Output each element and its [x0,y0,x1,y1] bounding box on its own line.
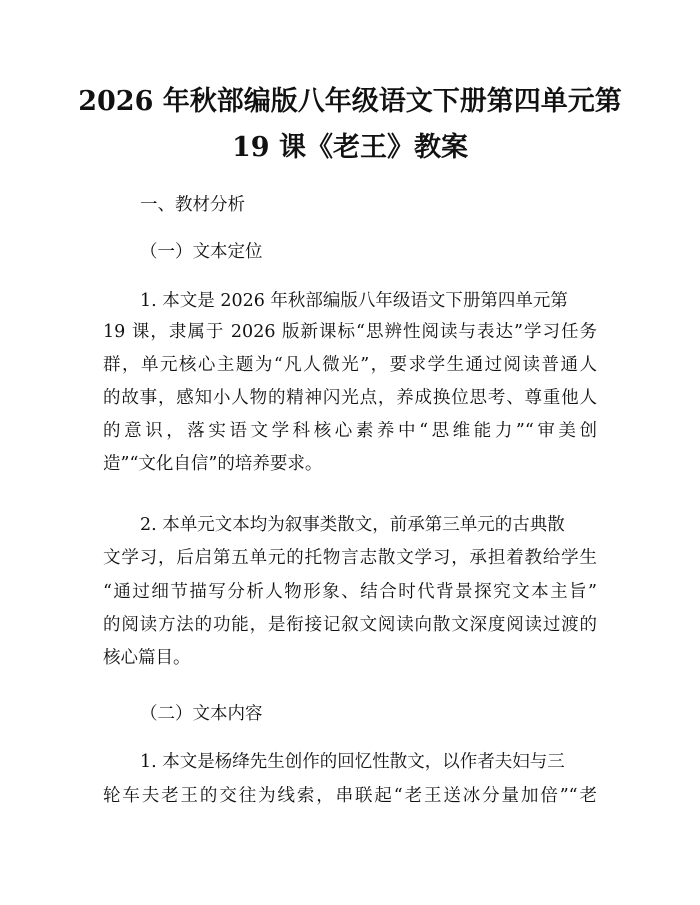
document-title-line-2: 19 课《老王》教案 [232,132,468,163]
subsection-heading-text-positioning: （一）文本定位 [140,242,263,262]
paragraph-1-line-2: 19 课，隶属于 2026 版新课标“思辨性阅读与表达”学习任务 [103,322,597,342]
document-title-line-1: 2026 年秋部编版八年级语文下册第四单元第 [78,86,622,117]
paragraph-1-line-5: 的意识，落实语文学科核心素养中“思维能力”“审美创 [103,421,597,441]
paragraph-1-line-1: 1. 本文是 2026 年秋部编版八年级语文下册第四单元第 [140,291,568,311]
paragraph-2-line-5: 核心篇目。 [103,648,191,668]
paragraph-1-line-4: 的故事，感知小人物的精神闪光点，养成换位思考、尊重他人 [103,388,597,408]
section-heading-textbook-analysis: 一、教材分析 [140,195,245,215]
paragraph-2-line-3: “通过细节描写分析人物形象、结合时代背景探究文本主旨” [103,582,597,602]
paragraph-2-line-2: 文学习，后启第五单元的托物言志散文学习，承担着教给学生 [103,548,597,568]
paragraph-2-line-1: 2. 本单元文本均为叙事类散文，前承第三单元的古典散 [140,515,565,535]
subsection-heading-text-content: （二）文本内容 [140,704,263,724]
paragraph-2-line-4: 的阅读方法的功能，是衔接记叙文阅读向散文深度阅读过渡的 [103,615,597,635]
paragraph-3-line-2: 轮车夫老王的交往为线索，串联起“老王送冰分量加倍”“老 [103,786,597,806]
paragraph-3-line-1: 1. 本文是杨绛先生创作的回忆性散文，以作者夫妇与三 [140,752,565,772]
paragraph-1-line-6: 造”“文化自信”的培养要求。 [103,454,323,474]
paragraph-1-line-3: 群，单元核心主题为“凡人微光”，要求学生通过阅读普通人 [103,355,597,375]
